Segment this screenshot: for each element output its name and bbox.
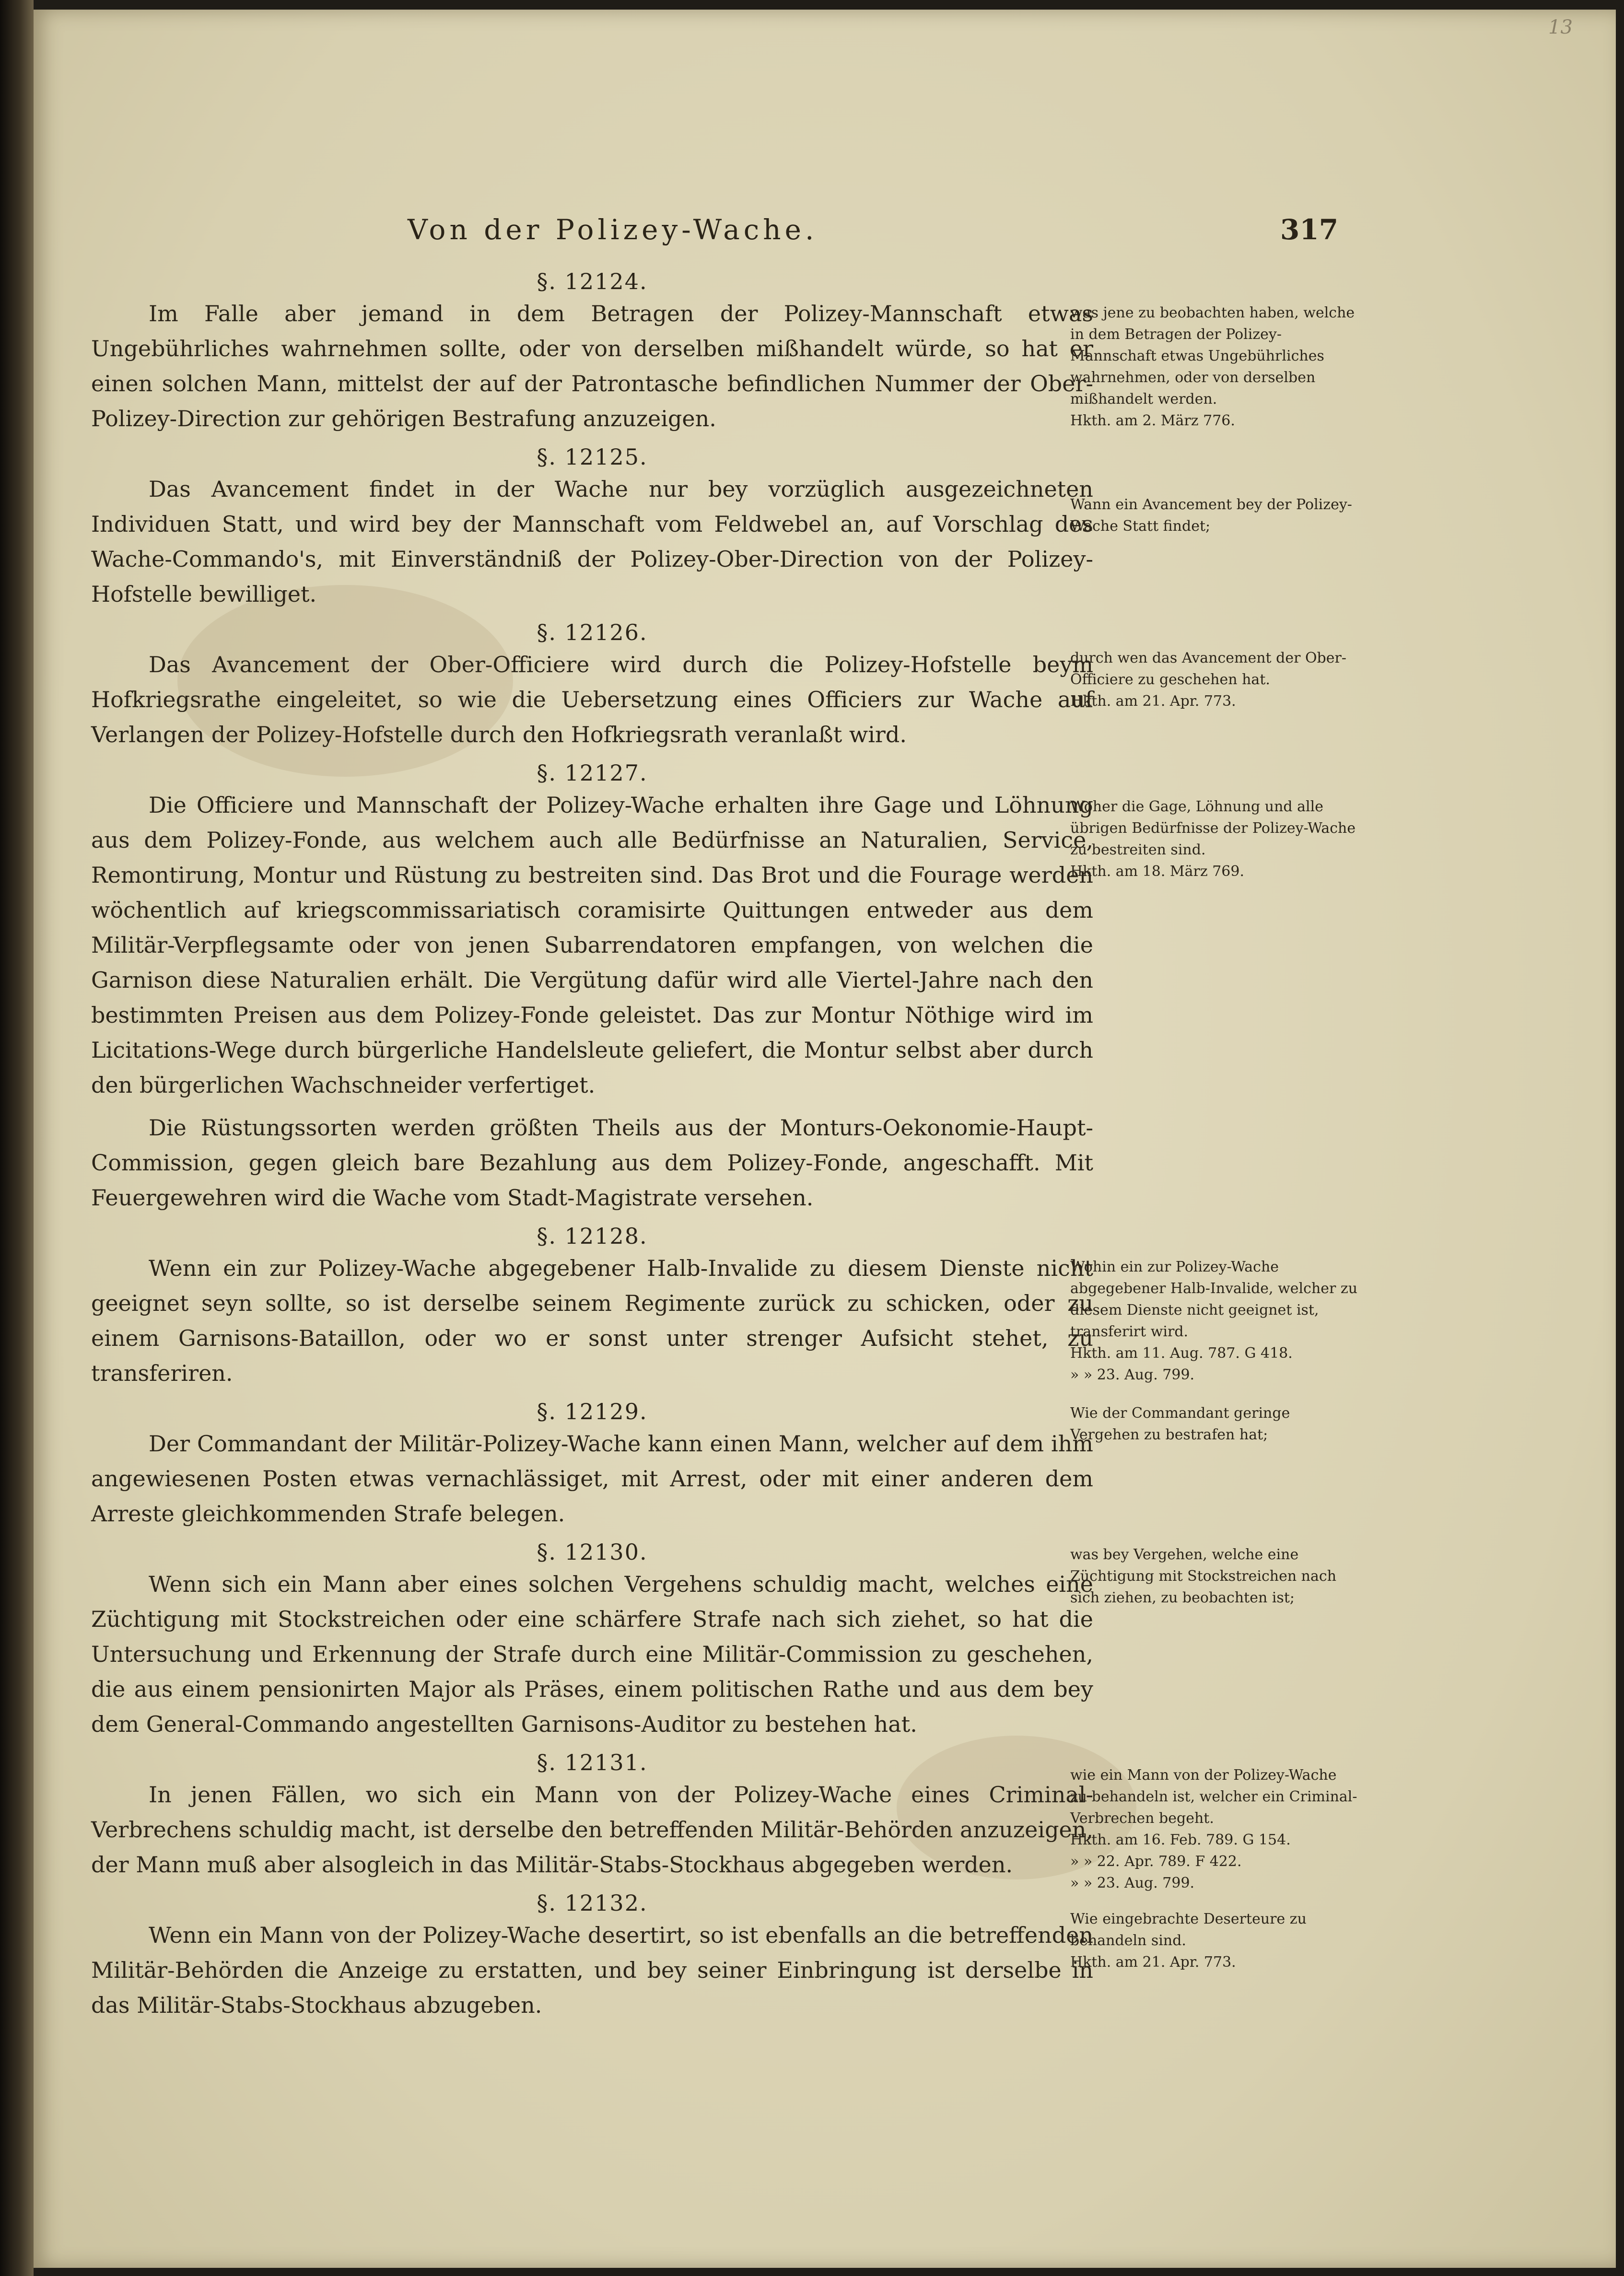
- section-number: §. 12129.: [537, 1399, 648, 1424]
- section-number: §. 12132.: [537, 1890, 648, 1916]
- margin-ref: » » 22. Apr. 789. F 422.: [1070, 1853, 1242, 1870]
- section-text: Im Falle aber jemand in dem Betragen der Polizey-Mannschaft etwas Ungebührliches wahrnehmen sollte, oder von derselben mißhandelt würde, so hat er einen solchen Mann, mittelst der auf der Patrontasche befindlichen Nummer der Ober-Polizey-Direction zur gehörigen Bestrafung anzuzeigen.: [91, 301, 1093, 432]
- section-12128: [91, 1223, 1093, 1391]
- margin-ref: Hkth. am 16. Feb. 789. G 154.: [1070, 1832, 1291, 1848]
- section-number: §. 12127.: [537, 760, 648, 786]
- section-number: §. 12128.: [537, 1223, 648, 1249]
- margin-note-text: Wie der Commandant geringe Vergehen zu bestrafen hat;: [1070, 1405, 1290, 1443]
- section-text: In jenen Fällen, wo sich ein Mann von der Polizey-Wache eines Criminal-Verbrechens schuldig macht, ist derselbe den betreffenden Militär-Behörden anzuzeigen, der Mann muß aber alsogleich in das Militär-Stabs-Stockhaus abgegeben werden.: [91, 1782, 1093, 1878]
- margin-note-text: Wie eingebrachte Deserteure zu behandeln sind.: [1070, 1911, 1307, 1949]
- section-12129: [91, 1399, 1093, 1531]
- section-12132: [91, 1890, 1093, 2023]
- margin-ref: Hkth. am 18. März 769.: [1070, 863, 1244, 880]
- margin-note-12131: [1070, 1764, 1358, 1894]
- margin-note-text: Wann ein Avancement bey der Polizey-Wache Statt findet;: [1070, 496, 1352, 535]
- margin-note-12125: [1070, 494, 1358, 537]
- main-text: [91, 268, 1093, 2031]
- margin-note-12126: [1070, 647, 1358, 712]
- section-number: §. 12125.: [537, 444, 648, 470]
- section-12130: [91, 1539, 1093, 1742]
- margin-note-12127: [1070, 796, 1358, 882]
- margin-ref: Hkth. am 11. Aug. 787. G 418.: [1070, 1345, 1293, 1362]
- margin-note-text: was jene zu beobachten haben, welche in dem Betragen der Polizey-Mannschaft etwas Ungebührliches wahrnehmen, oder von derselben mißhandelt werden.: [1070, 304, 1355, 408]
- section-text: Wenn sich ein Mann aber eines solchen Vergehens schuldig macht, welches eine Züchtigung mit Stockstreichen oder eine schärfere Strafe nach sich ziehet, so hat die Untersuchung und Erkennung der Strafe durch eine Militär-Commission zu geschehen, die aus einem pensionirten Major als Präses, einem politischen Rathe und aus dem bey dem General-Commando angestellten Garnisons-Auditor zu bestehen hat.: [91, 1571, 1093, 1737]
- section-12126: [91, 619, 1093, 752]
- margin-ref: » » 23. Aug. 799.: [1070, 1875, 1195, 1891]
- running-title: Von der Polizey-Wache.: [408, 213, 818, 246]
- book-page: [34, 10, 1616, 2268]
- section-text: Das Avancement findet in der Wache nur bey vorzüglich ausgezeichneten Individuen Statt, und wird bey der Mannschaft vom Feldwebel an, auf Vorschlag des Wache-Commando's, mit Einverständniß der Polizey-Ober-Direction von der Polizey-Hofstelle bewilliget.: [91, 476, 1093, 607]
- section-number: §. 12130.: [537, 1539, 648, 1565]
- section-12125: [91, 444, 1093, 612]
- section-number: §. 12126.: [537, 619, 648, 645]
- section-text: Die Officiere und Mannschaft der Polizey-Wache erhalten ihre Gage und Löhnung aus dem Polizey-Fonde, aus welchem auch alle Bedürfnisse an Naturalien, Service, Remontirung, Montur und Rüstung zu bestreiten sind. Das Brot und die Fourage werden wöchentlich auf kriegscommissariatisch coramisirte Quittungen entweder aus dem Militär-Verpflegsamte oder von jenen Subarrendatoren empfangen, von welchen die Garnison diese Naturalien erhält. Die Vergütung dafür wird alle Viertel-Jahre nach den bestimmten Preisen aus dem Polizey-Fonde geleistet. Das zur Montur Nöthige wird im Licitations-Wege durch bürgerliche Handelsleute geliefert, die Montur selbst aber durch den bürgerlichen Wachschneider verfertiget.: [91, 792, 1093, 1098]
- section-12131: [91, 1750, 1093, 1882]
- margin-note-12132: [1070, 1908, 1358, 1973]
- section-text-continued: Die Rüstungssorten werden größten Theils aus der Monturs-Oekonomie-Haupt-Commission, gegen gleich bare Bezahlung aus dem Polizey-Fonde, angeschafft. Mit Feuergewehren wird die Wache vom Stadt-Magistrate versehen.: [91, 1115, 1093, 1211]
- margin-note-text: wie ein Mann von der Polizey-Wache zu behandeln ist, welcher ein Criminal-Verbrechen begeht.: [1070, 1767, 1357, 1827]
- section-12124: [91, 268, 1093, 436]
- margin-note-text: was bey Vergehen, welche eine Züchtigung mit Stockstreichen nach sich ziehen, zu beobachten ist;: [1070, 1546, 1337, 1606]
- margin-note-12124: [1070, 302, 1358, 432]
- section-text: Wenn ein zur Polizey-Wache abgegebener Halb-Invalide zu diesem Dienste nicht geeignet seyn sollte, so ist derselbe seinem Regimente zurück zu schicken, oder zu einem Garnisons-Bataillon, oder wo er sonst unter strenger Aufsicht stehet, zu transferiren.: [91, 1255, 1093, 1386]
- margin-note-text: Woher die Gage, Löhnung und alle übrigen Bedürfnisse der Polizey-Wache zu bestreiten sind.: [1070, 798, 1356, 858]
- book-spine: [0, 0, 34, 2276]
- margin-note-text: durch wen das Avancement der Ober-Officiere zu geschehen hat.: [1070, 650, 1346, 688]
- margin-note-text: Wohin ein zur Polizey-Wache abgegebener Halb-Invalide, welcher zu diesem Dienste nicht geeignet ist, transferirt wird.: [1070, 1259, 1358, 1340]
- running-head: [34, 213, 1616, 247]
- corner-mark: 13: [1548, 16, 1573, 38]
- margin-note-12129: [1070, 1402, 1358, 1446]
- section-text: Der Commandant der Militär-Polizey-Wache kann einen Mann, welcher auf dem ihm angewiesenen Posten etwas vernachlässiget, mit Arrest, oder mit einer anderen dem Arreste gleichkommenden Strafe belegen.: [91, 1431, 1093, 1527]
- margin-ref: Hkth. am 21. Apr. 773.: [1070, 693, 1236, 710]
- section-number: §. 12124.: [537, 268, 648, 294]
- margin-note-12130: [1070, 1544, 1358, 1609]
- margin-ref: » » 23. Aug. 799.: [1070, 1366, 1195, 1383]
- margin-ref: Hkth. am 21. Apr. 773.: [1070, 1954, 1236, 1971]
- section-number: §. 12131.: [537, 1750, 648, 1775]
- section-text: Wenn ein Mann von der Polizey-Wache desertirt, so ist ebenfalls an die betreffenden Militär-Behörden die Anzeige zu erstatten, und bey seiner Einbringung ist derselbe in das Militär-Stabs-Stockhaus abzugeben.: [91, 1922, 1093, 2018]
- margin-note-12128: [1070, 1256, 1358, 1386]
- section-12127: [91, 760, 1093, 1215]
- section-text: Das Avancement der Ober-Officiere wird durch die Polizey-Hofstelle beym Hofkriegsrathe eingeleitet, so wie die Uebersetzung eines Officiers zur Wache auf Verlangen der Polizey-Hofstelle durch den Hofkriegsrath veranlaßt wird.: [91, 652, 1093, 747]
- page-number: 317: [1280, 213, 1339, 246]
- margin-ref: Hkth. am 2. März 776.: [1070, 412, 1235, 429]
